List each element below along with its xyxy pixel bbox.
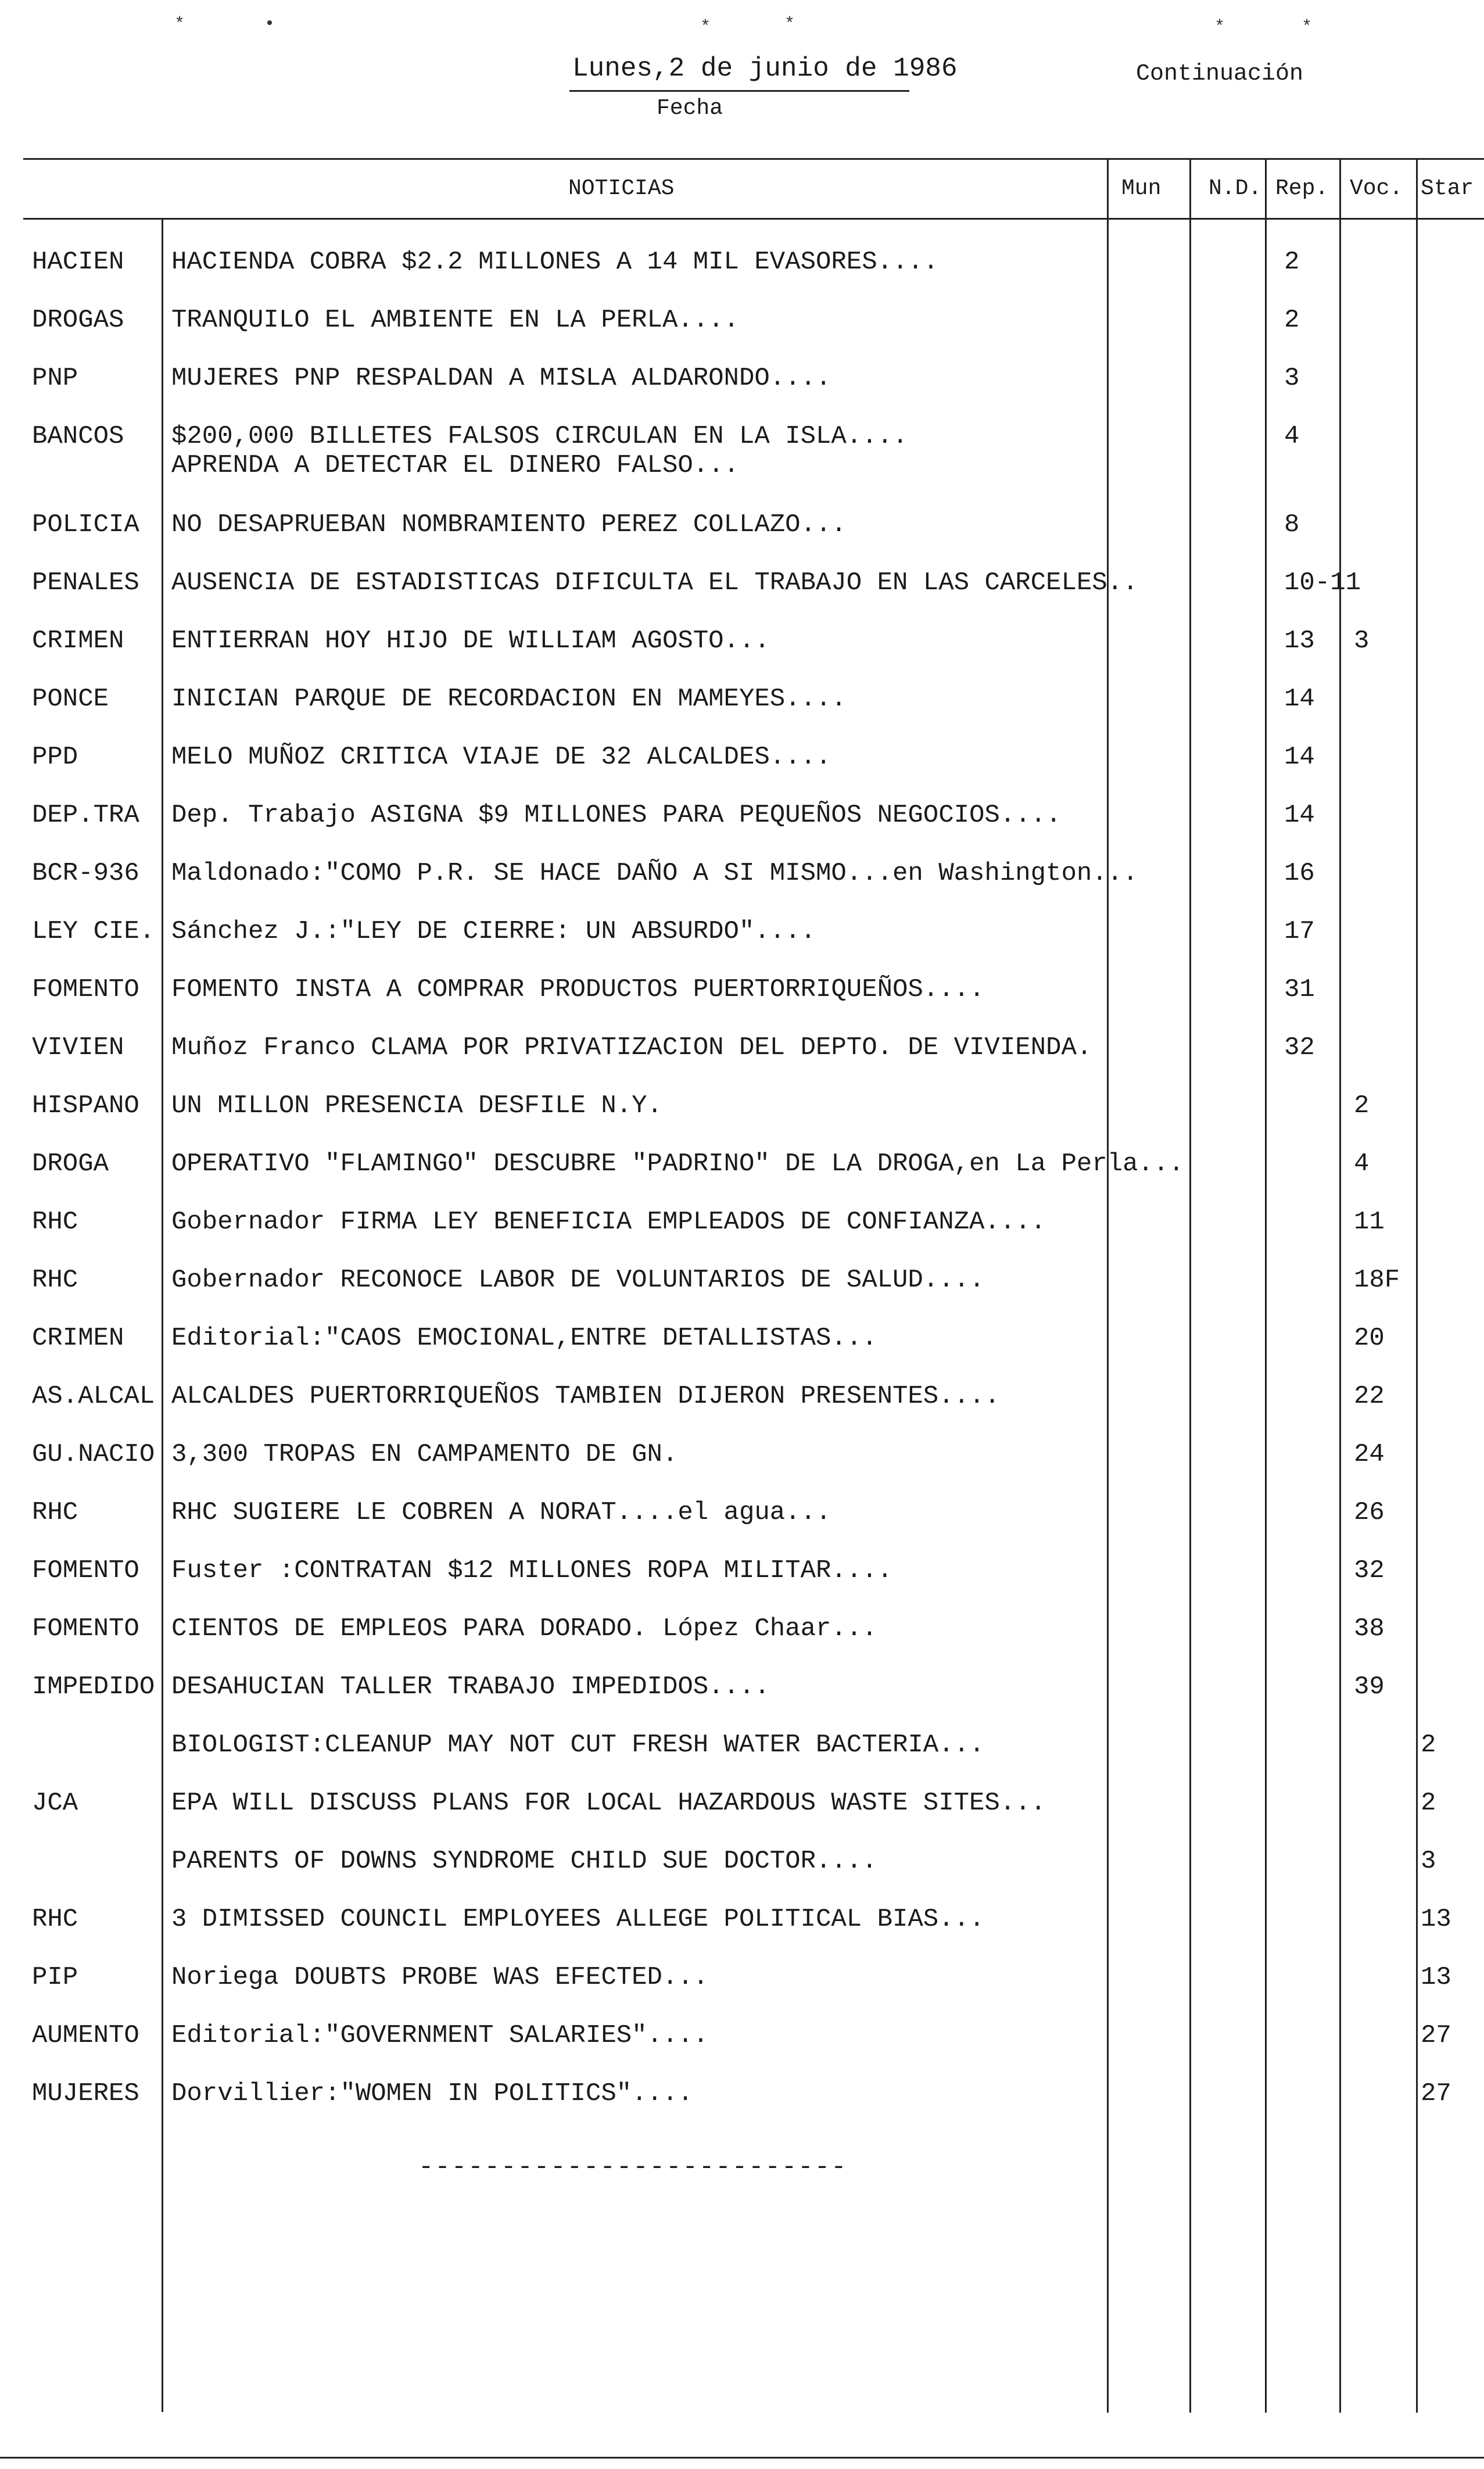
row-rep-page: 4 xyxy=(1284,422,1300,451)
row-voc-page: 4 xyxy=(1354,1149,1370,1178)
row-headline: AUSENCIA DE ESTADISTICAS DIFICULTA EL TRABAJO EN LAS CARCELES.. xyxy=(171,568,1138,597)
table-row xyxy=(0,1382,1484,1440)
table-row xyxy=(0,1730,1484,1789)
row-category: MUJERES xyxy=(32,2079,139,2108)
table-row xyxy=(0,1847,1484,1905)
row-star-page: 2 xyxy=(1421,1789,1436,1818)
row-category: IMPEDIDO xyxy=(32,1672,155,1701)
row-rep-page: 31 xyxy=(1284,975,1315,1004)
row-headline-continued: APRENDA A DETECTAR EL DINERO FALSO... xyxy=(171,451,739,480)
row-headline: CIENTOS DE EMPLEOS PARA DORADO. López Chaar... xyxy=(171,1614,877,1643)
table-row xyxy=(0,568,1484,626)
row-headline: HACIENDA COBRA $2.2 MILLONES A 14 MIL EVASORES.... xyxy=(171,248,939,277)
header-date: Lunes,2 de junio de 1986 xyxy=(572,53,958,84)
table-row xyxy=(0,1905,1484,1963)
row-headline: MELO MUÑOZ CRITICA VIAJE DE 32 ALCALDES.... xyxy=(171,743,831,772)
row-star-page: 2 xyxy=(1421,1730,1436,1760)
row-headline: Editorial:"CAOS EMOCIONAL,ENTRE DETALLISTAS... xyxy=(171,1324,877,1353)
row-category: PNP xyxy=(32,364,78,393)
row-headline: EPA WILL DISCUSS PLANS FOR LOCAL HAZARDOUS WASTE SITES... xyxy=(171,1789,1046,1818)
date-underline xyxy=(569,90,909,92)
row-star-page: 13 xyxy=(1421,1963,1451,1992)
row-category: RHC xyxy=(32,1905,78,1934)
row-rep-page: 13 xyxy=(1284,626,1315,655)
row-category: PPD xyxy=(32,743,78,772)
row-category: AUMENTO xyxy=(32,2021,139,2050)
table-row xyxy=(0,1324,1484,1382)
table-row xyxy=(0,1614,1484,1672)
col-header-star: Star xyxy=(1421,176,1474,201)
row-category: DEP.TRA xyxy=(32,801,139,830)
table-row xyxy=(0,1672,1484,1730)
row-rep-page: 3 xyxy=(1284,364,1300,393)
col-header-rep: Rep. xyxy=(1275,176,1329,201)
row-headline: BIOLOGIST:CLEANUP MAY NOT CUT FRESH WATER BACTERIA... xyxy=(171,1730,985,1760)
row-voc-page: 20 xyxy=(1354,1324,1385,1353)
row-headline: Noriega DOUBTS PROBE WAS EFECTED... xyxy=(171,1963,709,1992)
page-bottom-rule xyxy=(0,2457,1484,2459)
table-row xyxy=(0,801,1484,859)
row-voc-page: 3 xyxy=(1354,626,1370,655)
row-category: RHC xyxy=(32,1498,78,1527)
row-rep-page: 14 xyxy=(1284,801,1315,830)
col-header-mun: Mun xyxy=(1121,176,1162,201)
row-headline: INICIAN PARQUE DE RECORDACION EN MAMEYES.... xyxy=(171,685,847,714)
scan-speck: * xyxy=(700,17,711,37)
scan-speck: • xyxy=(264,15,275,34)
row-voc-page: 39 xyxy=(1354,1672,1385,1701)
table-row xyxy=(0,1207,1484,1266)
row-headline: 3 DIMISSED COUNCIL EMPLOYEES ALLEGE POLITICAL BIAS... xyxy=(171,1905,985,1934)
row-category: LEY CIE. xyxy=(32,917,155,946)
col-header-noticias: NOTICIAS xyxy=(568,176,675,201)
row-category: HISPANO xyxy=(32,1091,139,1120)
table-row xyxy=(0,1789,1484,1847)
table-row xyxy=(0,2079,1484,2137)
row-category: AS.ALCAL xyxy=(32,1382,155,1411)
row-headline: RHC SUGIERE LE COBREN A NORAT....el agua... xyxy=(171,1498,831,1527)
row-headline: Dorvillier:"WOMEN IN POLITICS".... xyxy=(171,2079,693,2108)
row-rep-page: 10-11 xyxy=(1284,568,1361,597)
table-row xyxy=(0,1091,1484,1149)
row-headline: Fuster :CONTRATAN $12 MILLONES ROPA MILITAR.... xyxy=(171,1556,893,1585)
table-row xyxy=(0,2021,1484,2079)
row-category: FOMENTO xyxy=(32,975,139,1004)
row-voc-page: 11 xyxy=(1354,1207,1385,1237)
continuation-label: Continuación xyxy=(1136,61,1304,87)
row-headline: UN MILLON PRESENCIA DESFILE N.Y. xyxy=(171,1091,662,1120)
row-category: CRIMEN xyxy=(32,626,124,655)
row-star-page: 3 xyxy=(1421,1847,1436,1876)
row-rep-page: 14 xyxy=(1284,743,1315,772)
table-row xyxy=(0,975,1484,1033)
row-headline: ALCALDES PUERTORRIQUEÑOS TAMBIEN DIJERON PRESENTES.... xyxy=(171,1382,1000,1411)
row-headline: Gobernador FIRMA LEY BENEFICIA EMPLEADOS DE CONFIANZA.... xyxy=(171,1207,1046,1237)
table-row xyxy=(0,1498,1484,1556)
row-voc-page: 24 xyxy=(1354,1440,1385,1469)
table-row xyxy=(0,743,1484,801)
row-headline: FOMENTO INSTA A COMPRAR PRODUCTOS PUERTORRIQUEÑOS.... xyxy=(171,975,985,1004)
table-row xyxy=(0,917,1484,975)
row-category: PENALES xyxy=(32,568,139,597)
scan-speck: * xyxy=(784,15,795,34)
table-row xyxy=(0,248,1484,306)
row-headline: MUJERES PNP RESPALDAN A MISLA ALDARONDO.... xyxy=(171,364,831,393)
table-row xyxy=(0,1440,1484,1498)
row-headline: Maldonado:"COMO P.R. SE HACE DAÑO A SI MISMO...en Washington... xyxy=(171,859,1138,888)
row-category: PONCE xyxy=(32,685,109,714)
row-star-page: 13 xyxy=(1421,1905,1451,1934)
row-rep-page: 14 xyxy=(1284,685,1315,714)
row-category: POLICIA xyxy=(32,510,139,539)
row-headline: OPERATIVO "FLAMINGO" DESCUBRE "PADRINO" DE LA DROGA,en La Perla... xyxy=(171,1149,1184,1178)
row-voc-page: 26 xyxy=(1354,1498,1385,1527)
fecha-label: Fecha xyxy=(657,96,723,121)
row-category: JCA xyxy=(32,1789,78,1818)
row-category: RHC xyxy=(32,1207,78,1237)
table-row xyxy=(0,1033,1484,1091)
row-headline: PARENTS OF DOWNS SYNDROME CHILD SUE DOCTOR.... xyxy=(171,1847,877,1876)
row-category: HACIEN xyxy=(32,248,124,277)
table-row xyxy=(0,1556,1484,1614)
row-category: BCR-936 xyxy=(32,859,139,888)
row-voc-page: 38 xyxy=(1354,1614,1385,1643)
table-row xyxy=(0,510,1484,568)
row-star-page: 27 xyxy=(1421,2079,1451,2108)
row-rep-page: 17 xyxy=(1284,917,1315,946)
row-headline: TRANQUILO EL AMBIENTE EN LA PERLA.... xyxy=(171,306,739,335)
col-header-voc: Voc. xyxy=(1350,176,1403,201)
row-rep-page: 16 xyxy=(1284,859,1315,888)
row-headline: Muñoz Franco CLAMA POR PRIVATIZACION DEL DEPTO. DE VIVIENDA. xyxy=(171,1033,1092,1062)
col-header-nd: N.D. xyxy=(1209,176,1262,201)
row-rep-page: 8 xyxy=(1284,510,1300,539)
row-voc-page: 2 xyxy=(1354,1091,1370,1120)
row-headline: Gobernador RECONOCE LABOR DE VOLUNTARIOS DE SALUD.... xyxy=(171,1266,985,1295)
row-rep-page: 2 xyxy=(1284,306,1300,335)
row-category: VIVIEN xyxy=(32,1033,124,1062)
row-headline: Editorial:"GOVERNMENT SALARIES".... xyxy=(171,2021,709,2050)
table-row xyxy=(0,364,1484,422)
row-category: CRIMEN xyxy=(32,1324,124,1353)
table-row xyxy=(0,1963,1484,2021)
row-category: GU.NACIO xyxy=(32,1440,155,1469)
row-headline: Dep. Trabajo ASIGNA $9 MILLONES PARA PEQUEÑOS NEGOCIOS.... xyxy=(171,801,1062,830)
table-row xyxy=(0,859,1484,917)
scan-speck: * xyxy=(1214,17,1225,37)
row-category: FOMENTO xyxy=(32,1614,139,1643)
table-row xyxy=(0,1149,1484,1207)
scan-speck: * xyxy=(1302,17,1313,37)
row-voc-page: 32 xyxy=(1354,1556,1385,1585)
row-headline: DESAHUCIAN TALLER TRABAJO IMPEDIDOS.... xyxy=(171,1672,770,1701)
row-headline: NO DESAPRUEBAN NOMBRAMIENTO PEREZ COLLAZO... xyxy=(171,510,847,539)
table-row xyxy=(0,685,1484,743)
row-category: FOMENTO xyxy=(32,1556,139,1585)
row-category: DROGAS xyxy=(32,306,124,335)
row-star-page: 27 xyxy=(1421,2021,1451,2050)
row-headline: Sánchez J.:"LEY DE CIERRE: UN ABSURDO".... xyxy=(171,917,816,946)
row-category: BANCOS xyxy=(32,422,124,451)
row-headline: ENTIERRAN HOY HIJO DE WILLIAM AGOSTO... xyxy=(171,626,770,655)
row-voc-page: 18F xyxy=(1354,1266,1400,1295)
row-voc-page: 22 xyxy=(1354,1382,1385,1411)
row-rep-page: 2 xyxy=(1284,248,1300,277)
row-category: DROGA xyxy=(32,1149,109,1178)
row-rep-page: 32 xyxy=(1284,1033,1315,1062)
table-row xyxy=(0,306,1484,364)
row-headline: $200,000 BILLETES FALSOS CIRCULAN EN LA ISLA.... xyxy=(171,422,908,451)
table-row xyxy=(0,626,1484,685)
scan-speck: * xyxy=(174,15,185,34)
row-headline: 3,300 TROPAS EN CAMPAMENTO DE GN. xyxy=(171,1440,678,1469)
table-row xyxy=(0,1266,1484,1324)
row-category: PIP xyxy=(32,1963,78,1992)
end-of-list-dashes: -------------------------- xyxy=(418,2153,848,2182)
row-category: RHC xyxy=(32,1266,78,1295)
table-row xyxy=(0,422,1484,480)
